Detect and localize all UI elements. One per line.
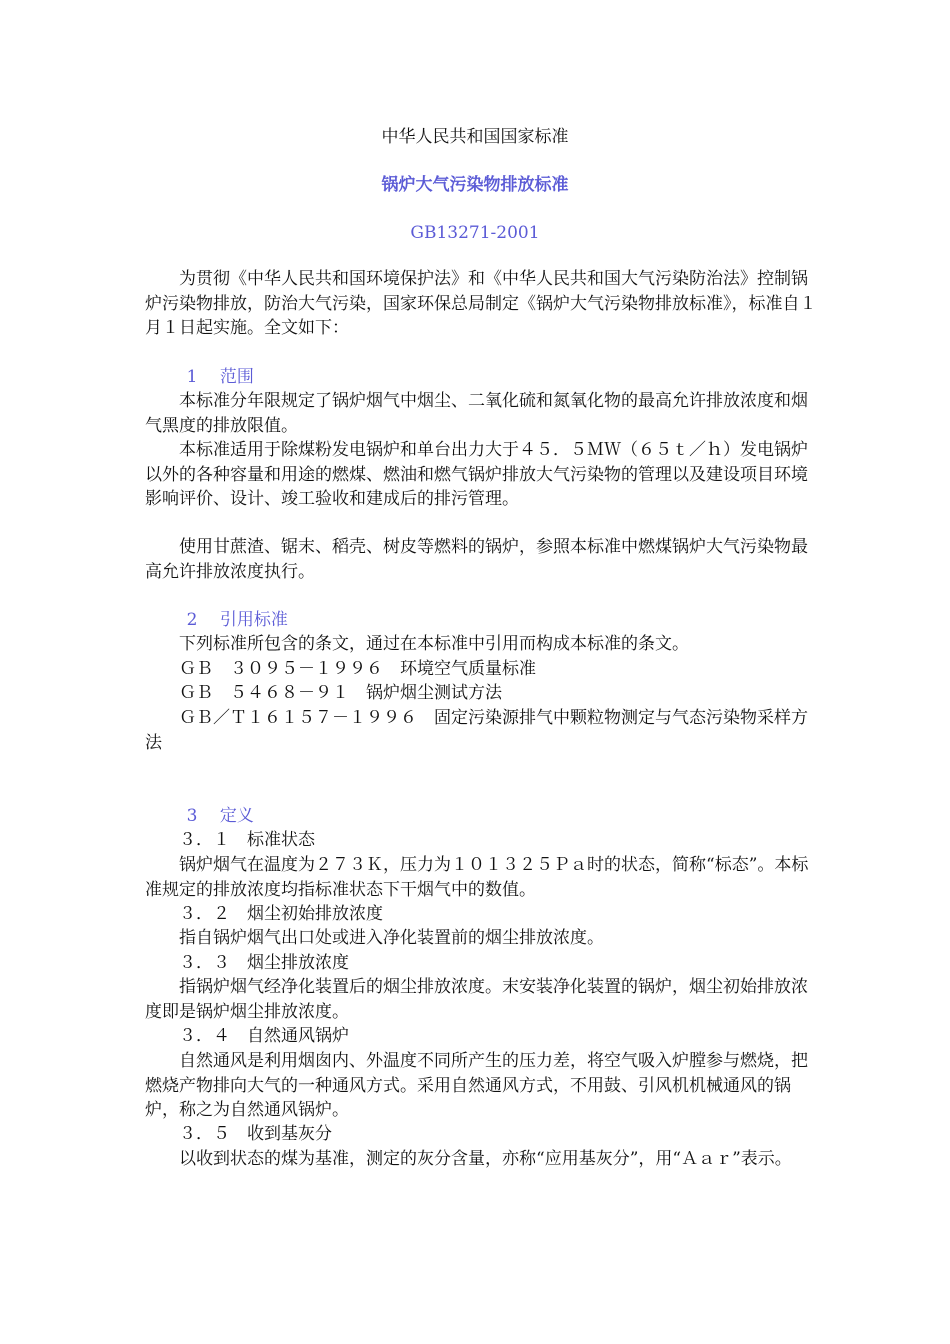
doc-code: GB13271-2001 bbox=[410, 223, 540, 243]
section-3-5-text: 以收到状态的煤为基准，测定的灰分含量，亦称“应用基灰分”，用“Ａａｒ”表示。 bbox=[179, 1149, 792, 1169]
section-1-para-3: 使用甘蔗渣、锯末、稻壳、树皮等燃料的锅炉，参照本标准中燃煤锅炉大气污染物最高允许排放浓度执行。 bbox=[145, 537, 808, 582]
section-3-2-heading: ３．２ 烟尘初始排放浓度 bbox=[179, 904, 383, 924]
reference-gb3095: ＧＢ ３０９５－１９９６ 环境空气质量标准 bbox=[179, 659, 536, 679]
doc-header: 中华人民共和国国家标准 bbox=[381, 127, 569, 147]
section-3-4-heading: ３．４ 自然通风锅炉 bbox=[179, 1026, 349, 1046]
section-3-3-heading: ３．３ 烟尘排放浓度 bbox=[179, 953, 349, 973]
section-3-1-text: 锅炉烟气在温度为２７３Ｋ，压力为１０１３２５Ｐａ时的状态，简称“标态”。本标准规定的排放浓度均指标准状态下干烟气中的数值。 bbox=[145, 855, 809, 900]
section-3-4-text: 自然通风是利用烟囱内、外温度不同所产生的压力差，将空气吸入炉膛参与燃烧，把燃烧产物排向大气的一种通风方式。采用自然通风方式，不用鼓、引风机机械通风的锅炉，称之为自然通风锅炉。 bbox=[145, 1051, 808, 1120]
section-3-1-heading: ３．１ 标准状态 bbox=[179, 830, 315, 850]
reference-gbt16157: ＧＢ／Ｔ１６１５７－１９９６ 固定污染源排气中颗粒物测定与气态污染物采样方法 bbox=[145, 708, 808, 753]
section-3-2-text: 指自锅炉烟气出口处或进入净化装置前的烟尘排放浓度。 bbox=[179, 928, 604, 948]
section-3-3-text: 指锅炉烟气经净化装置后的烟尘排放浓度。末安装净化装置的锅炉，烟尘初始排放浓度即是锅炉烟尘排放浓度。 bbox=[145, 977, 808, 1022]
section-1-para-1: 本标准分年限规定了锅炉烟气中烟尘、二氧化硫和氮氧化物的最高允许排放浓度和烟气黑度的排放限值。 bbox=[145, 391, 808, 436]
section-2-para-1: 下列标准所包含的条文，通过在本标准中引用而构成本标准的条文。 bbox=[179, 634, 689, 654]
reference-gb5468: ＧＢ ５４６８－９１ 锅炉烟尘测试方法 bbox=[179, 683, 502, 703]
doc-title: 锅炉大气污染物排放标准 bbox=[381, 175, 569, 195]
section-2-heading: 2 引用标准 bbox=[186, 610, 288, 630]
section-1-heading: 1 范围 bbox=[186, 367, 254, 387]
intro-paragraph: 为贯彻《中华人民共和国环境保护法》和《中华人民共和国大气污染防治法》控制锅炉污染物排放，防治大气污染，国家环保总局制定《锅炉大气污染物排放标准》，标准自１月１日起实施。全文如下： bbox=[145, 269, 817, 338]
section-3-heading: 3 定义 bbox=[186, 806, 254, 826]
section-3-5-heading: ３．５ 收到基灰分 bbox=[179, 1124, 332, 1144]
section-1-para-2: 本标准适用于除煤粉发电锅炉和单台出力大于４５．５ＭＷ（６５ｔ／ｈ）发电锅炉以外的各种容量和用途的燃煤、燃油和燃气锅炉排放大气污染物的管理以及建设项目环境影响评价、设计、竣工验收和建成后的排污管理。 bbox=[145, 440, 808, 509]
